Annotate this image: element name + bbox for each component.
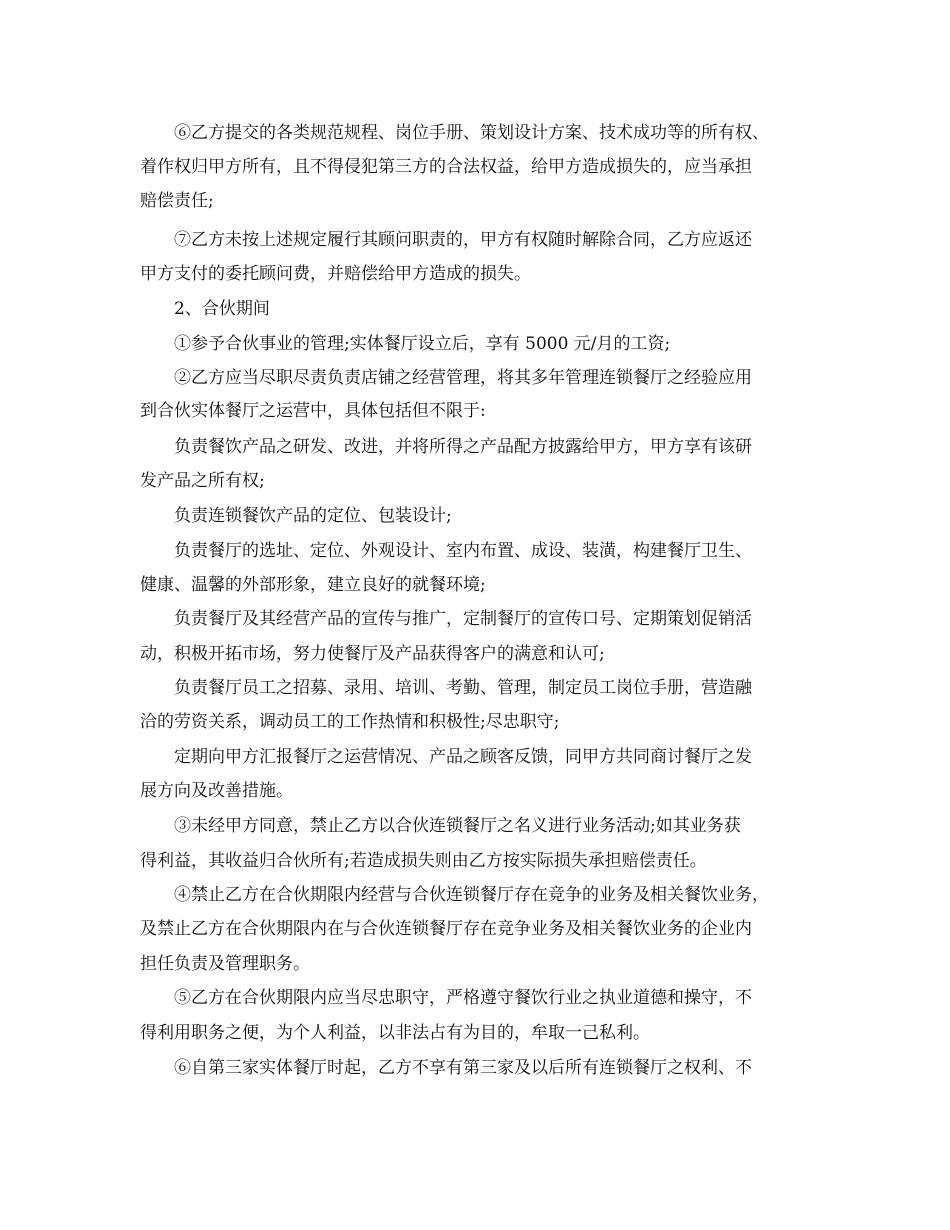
text-line: 甲方支付的委托顾问费，并赔偿给甲方造成的损失。 [140, 264, 531, 284]
text-line: ①参予合伙事业的管理;实体餐厅设立后，享有 5000 元/月的工资; [174, 334, 671, 354]
text-line: 负责餐饮产品之研发、改进，并将所得之产品配方披露给甲方，甲方享有该研 [174, 437, 752, 457]
section-heading: 2、合伙期间 [174, 299, 270, 319]
text-line: 发产品之所有权; [140, 471, 265, 491]
text-line: 定期向甲方汇报餐厅之运营情况、产品之顾客反馈，同甲方共同商讨餐厅之发 [174, 747, 752, 767]
text-line: ⑦乙方未按上述规定履行其顾问职责的，甲方有权随时解除合同，乙方应返还 [174, 230, 752, 250]
text-line: 到合伙实体餐厅之运营中，具体包括但不限于: [140, 401, 486, 421]
text-line: 着作权归甲方所有，且不得侵犯第三方的合法权益，给甲方造成损失的，应当承担 [140, 157, 752, 177]
text-line: 健康、温馨的外部形象，建立良好的就餐环境; [140, 575, 486, 595]
text-line: 展方向及改善措施。 [140, 781, 293, 801]
text-line: ③未经甲方同意，禁止乙方以合伙连锁餐厅之名义进行业务活动;如其业务获 [174, 816, 741, 836]
text-line: 动，积极开拓市场，努力使餐厅及产品获得客户的满意和认可; [140, 644, 605, 664]
text-line: 洽的劳资关系，调动员工的工作热情和积极性;尽忠职守; [140, 712, 560, 732]
text-line: 得利益，其收益归合伙所有;若造成损失则由乙方按实际损失承担赔偿责任。 [140, 851, 707, 871]
text-line: ⑥乙方提交的各类规范规程、岗位手册、策划设计方案、技术成功等的所有权、 [174, 123, 769, 143]
text-line: ②乙方应当尽职尽责负责店铺之经营管理，将其多年管理连锁餐厅之经验应用 [174, 368, 752, 388]
text-line: 负责餐厅及其经营产品的宣传与推广，定制餐厅的宣传口号、定期策划促销活 [174, 609, 752, 629]
text-line: 及禁止乙方在合伙期限内在与合伙连锁餐厅存在竞争业务及相关餐饮业务的企业内 [140, 919, 752, 939]
text-line: 负责餐厅员工之招募、录用、培训、考勤、管理，制定员工岗位手册，营造融 [174, 678, 752, 698]
text-line: ④禁止乙方在合伙期限内经营与合伙连锁餐厅存在竞争的业务及相关餐饮业务， [174, 885, 769, 905]
text-line: 负责连锁餐饮产品的定位、包装设计; [174, 506, 452, 526]
text-line: 担任负责及管理职务。 [140, 954, 310, 974]
text-line: 得利用职务之便，为个人利益，以非法占有为目的，牟取一己私利。 [140, 1023, 650, 1043]
text-line: ⑤乙方在合伙期限内应当尽忠职守，严格遵守餐饮行业之执业道德和操守，不 [174, 988, 752, 1008]
text-line: 赔偿责任; [140, 191, 214, 211]
text-line: ⑥自第三家实体餐厅时起，乙方不享有第三家及以后所有连锁餐厅之权利、不 [174, 1058, 752, 1078]
text-line: 负责餐厅的选址、定位、外观设计、室内布置、成设、装潢，构建餐厅卫生、 [174, 541, 752, 561]
